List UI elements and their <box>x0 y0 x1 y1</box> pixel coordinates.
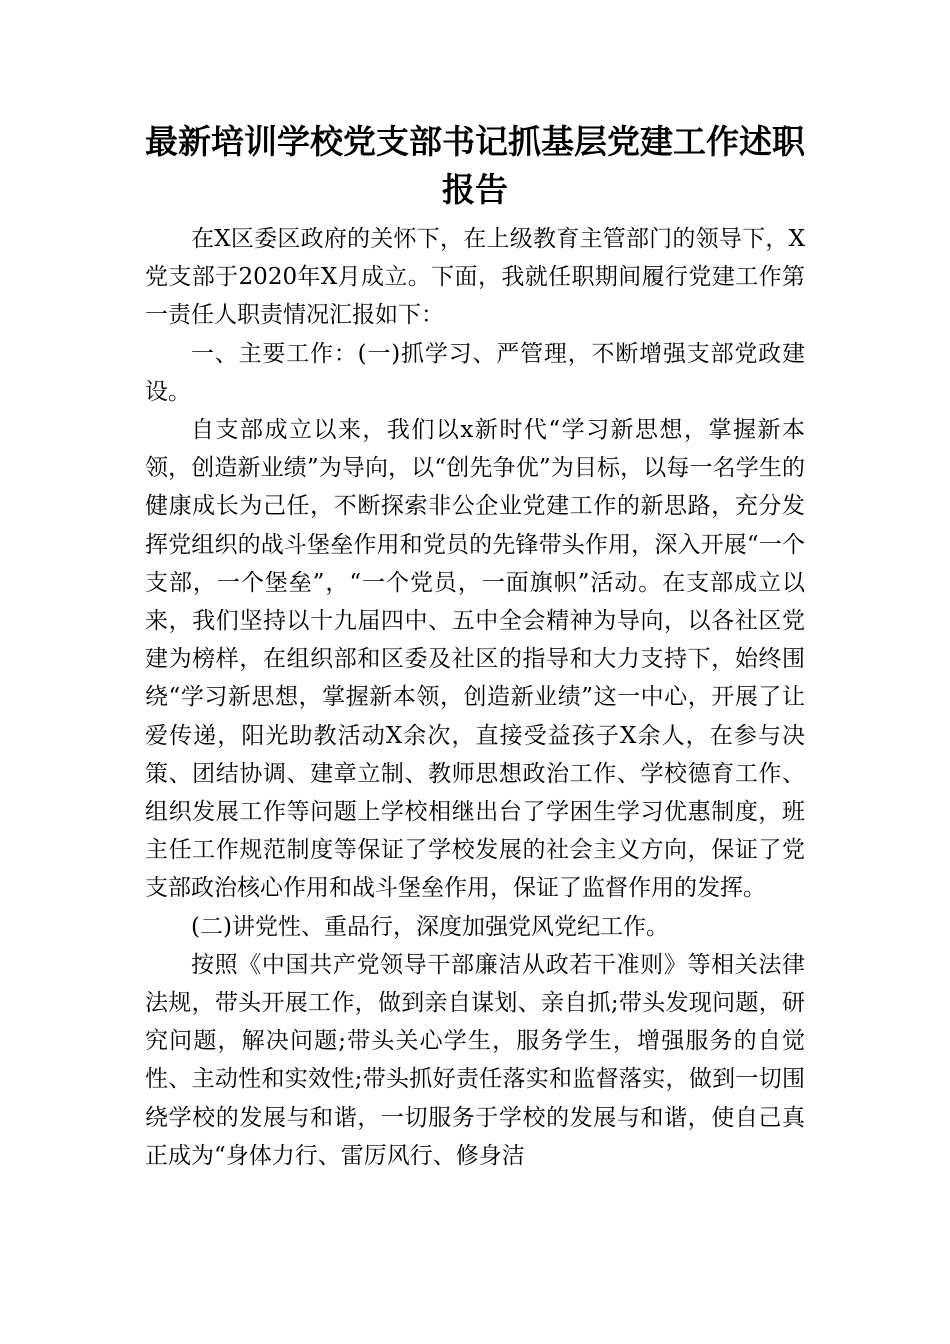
paragraph-section-heading: 一、主要工作：(一)抓学习、严管理，不断增强支部党政建设。 <box>145 340 805 405</box>
paragraph-study-management: 自支部成立以来，我们以x新时代“学习新思想，掌握新本领，创造新业绩”为导向，以“创先争优”为目标，以每一名学生的健康成长为己任，不断探索非公企业党建工作的新思路，充分发挥党组织的战斗堡垒作用和党员的先锋带头作用，深入开展“一个支部，一个堡垒”，“一个党员，一面旗帜”活动。在支部成立以来，我们坚持以十九届四中、五中全会精神为导向，以各社区党建为榜样，在组织部和区委及社区的指导和大力支持下，始终围绕“学习新思想，掌握新本领，创造新业绩”这一中心，开展了让爱传递，阳光助教活动X余次，直接受益孩子X余人，在参与决策、团结协调、建章立制、教师思想政治工作、学校德育工作、组织发展工作等问题上学校相继出台了学困生学习优惠制度，班主任工作规范制度等保证了学校发展的社会主义方向，保证了党支部政治核心作用和战斗堡垒作用，保证了监督作用的发挥。 <box>145 417 805 902</box>
document-title: 最新培训学校党支部书记抓基层党建工作述职报告 <box>145 122 805 209</box>
paragraph-subsection-heading: (二)讲党性、重品行，深度加强党风党纪工作。 <box>191 913 669 940</box>
paragraph-party-discipline: 按照《中国共产党领导干部廉洁从政若干准则》等相关法律法规，带头开展工作，做到亲自谋划、亲自抓;带头发现问题，研究问题，解决问题;带头关心学生，服务学生，增强服务的自觉性、主动性和实效性;带头抓好责任落实和监督落实，做到一切围绕学校的发展与和谐，一切服务于学校的发展与和谐，使自己真正成为“身体力行、雷厉风行、修身洁 <box>145 951 805 1169</box>
document-body <box>145 220 805 1175</box>
paragraph-intro: 在X区委区政府的关怀下，在上级教育主管部门的领导下，X党支部于2020年X月成立。下面，我就任职期间履行党建工作第一责任人职责情况汇报如下： <box>145 226 805 329</box>
